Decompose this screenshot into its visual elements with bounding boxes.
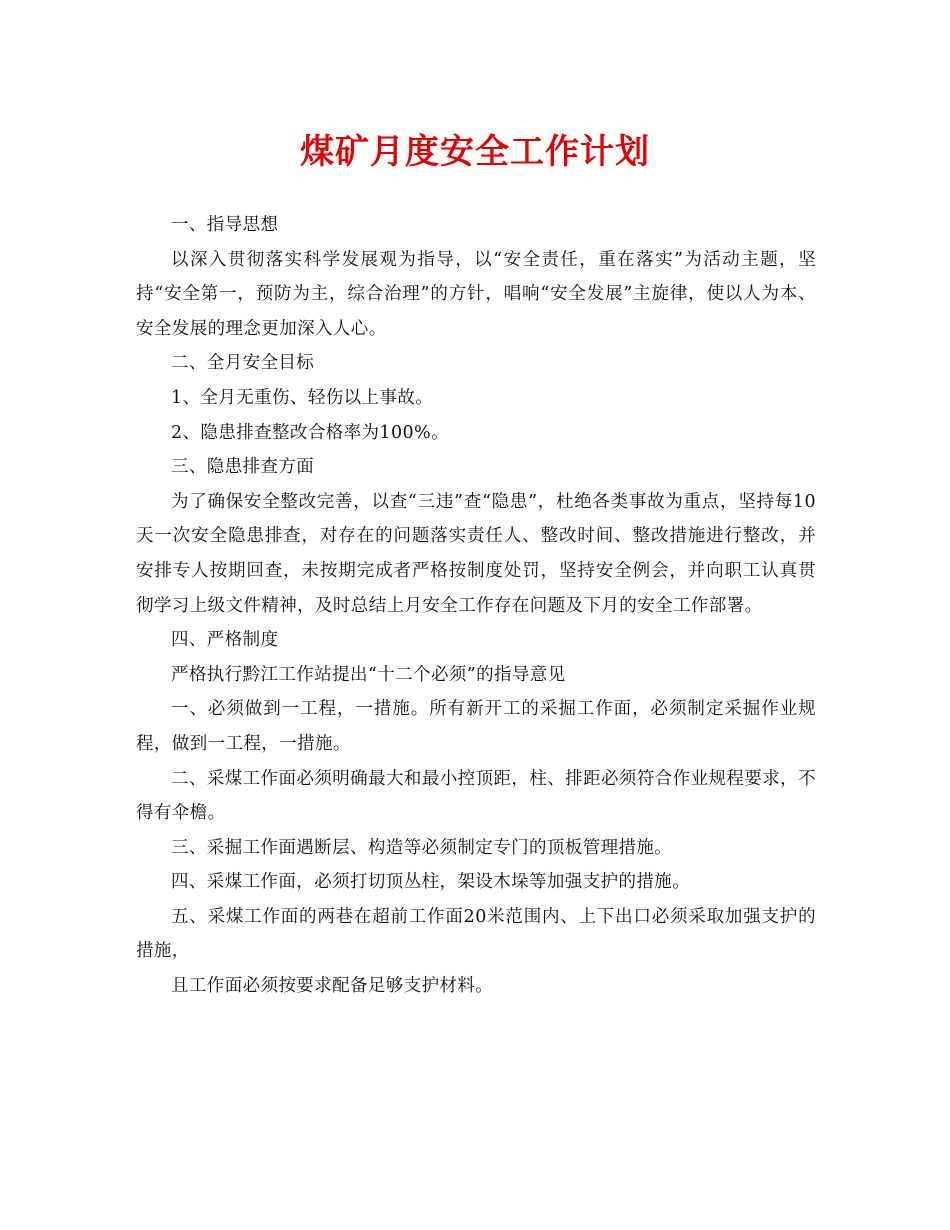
list-item-must-2: 二、采煤工作面必须明确最大和最小控顶距，柱、排距必须符合作业规程要求，不得有伞檐。 <box>136 768 816 824</box>
paragraph-hazard-inspection: 为了确保安全整改完善，以查“三违”查“隐患”，杜绝各类事故为重点，坚持每10天一次安全隐患排查，对存在的问题落实责任人、整改时间、整改措施进行整改，并安排专人按期回查，未按期完成者严格按制度处罚，坚持安全例会，并向职工认真贯彻学习上级文件精神，及时总结上月安全工作存在问题及下月的安全工作部署。 <box>136 491 816 616</box>
section-heading-strict-system: 四、严格制度 <box>171 630 279 651</box>
list-item-must-3: 三、采掘工作面遇断层、构造等必须制定专门的顶板管理措施。 <box>171 837 673 858</box>
list-item-must-5-continued: 且工作面必须按要求配备足够支护材料。 <box>171 976 494 997</box>
paragraph-twelve-musts-intro: 严格执行黔江工作站提出“十二个必须”的指导意见 <box>171 664 566 685</box>
section-heading-guiding-ideology: 一、指导思想 <box>171 215 279 235</box>
document-body <box>136 208 816 1004</box>
section-heading-monthly-safety-goals: 二、全月安全目标 <box>171 353 315 374</box>
list-item-must-1: 一、必须做到一工程，一措施。所有新开工的采掘工作面，必须制定采掘作业规程，做到一工程，一措施。 <box>136 699 816 754</box>
section-heading-hazard-inspection: 三、隐患排查方面 <box>171 457 315 478</box>
paragraph-guiding-ideology: 以深入贯彻落实科学发展观为指导，以“安全责任，重在落实”为活动主题，坚持“安全第一，预防为主，综合治理”的方针，唱响“安全发展”主旋律，使以人为本、安全发展的理念更加深入人心。 <box>136 249 816 339</box>
list-item-must-4: 四、采煤工作面，必须打切顶丛柱，架设木垛等加强支护的措施。 <box>171 872 691 893</box>
list-item-must-5: 五、采煤工作面的两巷在超前工作面20米范围内、上下出口必须采取加强支护的措施， <box>136 906 816 962</box>
document-title: 煤矿月度安全工作计划 <box>300 132 650 172</box>
list-item-goal-1: 1、全月无重伤、轻伤以上事故。 <box>171 387 434 408</box>
list-item-goal-2: 2、隐患排查整改合格率为100%。 <box>171 422 449 443</box>
